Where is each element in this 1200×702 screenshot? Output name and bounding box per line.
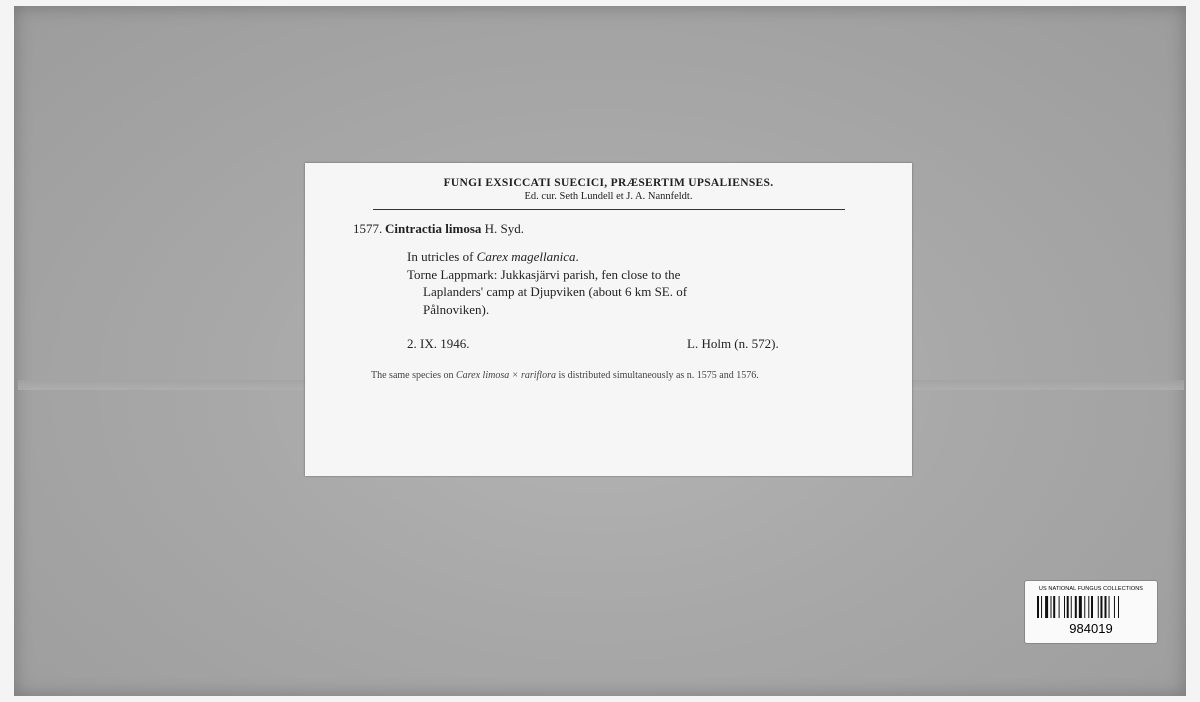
barcode-bar bbox=[1091, 596, 1093, 618]
species-author: H. Syd. bbox=[484, 221, 525, 236]
barcode-number: 984019 bbox=[1069, 621, 1113, 636]
barcode-bar bbox=[1118, 596, 1119, 618]
barcode-bar bbox=[1084, 596, 1085, 618]
species-name: Cintractia limosa bbox=[385, 221, 482, 236]
locality-line-3: Pålnoviken). bbox=[423, 302, 490, 317]
host-suffix: . bbox=[575, 249, 579, 264]
herbarium-label bbox=[305, 163, 912, 476]
barcode-bar bbox=[1071, 596, 1072, 618]
distribution-note bbox=[353, 369, 858, 382]
barcode-bar bbox=[1114, 596, 1115, 618]
barcode-bar bbox=[1098, 596, 1099, 618]
barcode-bar bbox=[1100, 596, 1102, 618]
host-line bbox=[407, 249, 579, 265]
barcode-bar bbox=[1079, 596, 1082, 618]
barcode-bar bbox=[1109, 596, 1110, 618]
host-name: Carex magellanica bbox=[476, 249, 576, 264]
barcode-bar bbox=[1105, 596, 1107, 618]
label-series-title: FUNGI EXSICCATI SUECICI, PRÆSERTIM UPSALIENSES. bbox=[443, 177, 774, 189]
barcode-bar bbox=[1075, 596, 1077, 618]
barcode-label bbox=[1024, 580, 1158, 644]
note-host: Carex limosa × rariflora bbox=[455, 370, 556, 381]
note-prefix: The same species on bbox=[371, 370, 454, 381]
locality-line-2: Laplanders' camp at Djupviken (about 6 km SE. of bbox=[423, 284, 688, 299]
collection-date: 2. IX. 1946. bbox=[407, 336, 470, 351]
barcode-bar bbox=[1053, 596, 1055, 618]
barcode-bar bbox=[1041, 596, 1042, 618]
locality-line-1: Torne Lappmark: Jukkasjärvi parish, fen close to the bbox=[407, 267, 681, 282]
barcode-institution: US NATIONAL FUNGUS COLLECTIONS bbox=[1038, 586, 1144, 592]
collector: L. Holm (n. 572). bbox=[687, 336, 779, 351]
label-editors: Ed. cur. Seth Lundell et J. A. Nannfeldt. bbox=[524, 191, 693, 202]
header-rule bbox=[373, 209, 845, 210]
barcode-bar bbox=[1067, 596, 1069, 618]
species-line bbox=[385, 221, 524, 237]
barcode-bar bbox=[1045, 596, 1048, 618]
host-prefix: In utricles of bbox=[407, 249, 474, 264]
note-suffix: is distributed simultaneously as n. 1575 and 1576. bbox=[558, 370, 759, 381]
exsiccata-number: 1577. bbox=[353, 221, 383, 236]
barcode-bar bbox=[1051, 596, 1052, 618]
barcode-bars bbox=[1037, 596, 1145, 618]
barcode-bar bbox=[1037, 596, 1039, 618]
barcode-bar bbox=[1059, 596, 1060, 618]
barcode-bar bbox=[1064, 596, 1065, 618]
barcode-bar bbox=[1088, 596, 1089, 618]
